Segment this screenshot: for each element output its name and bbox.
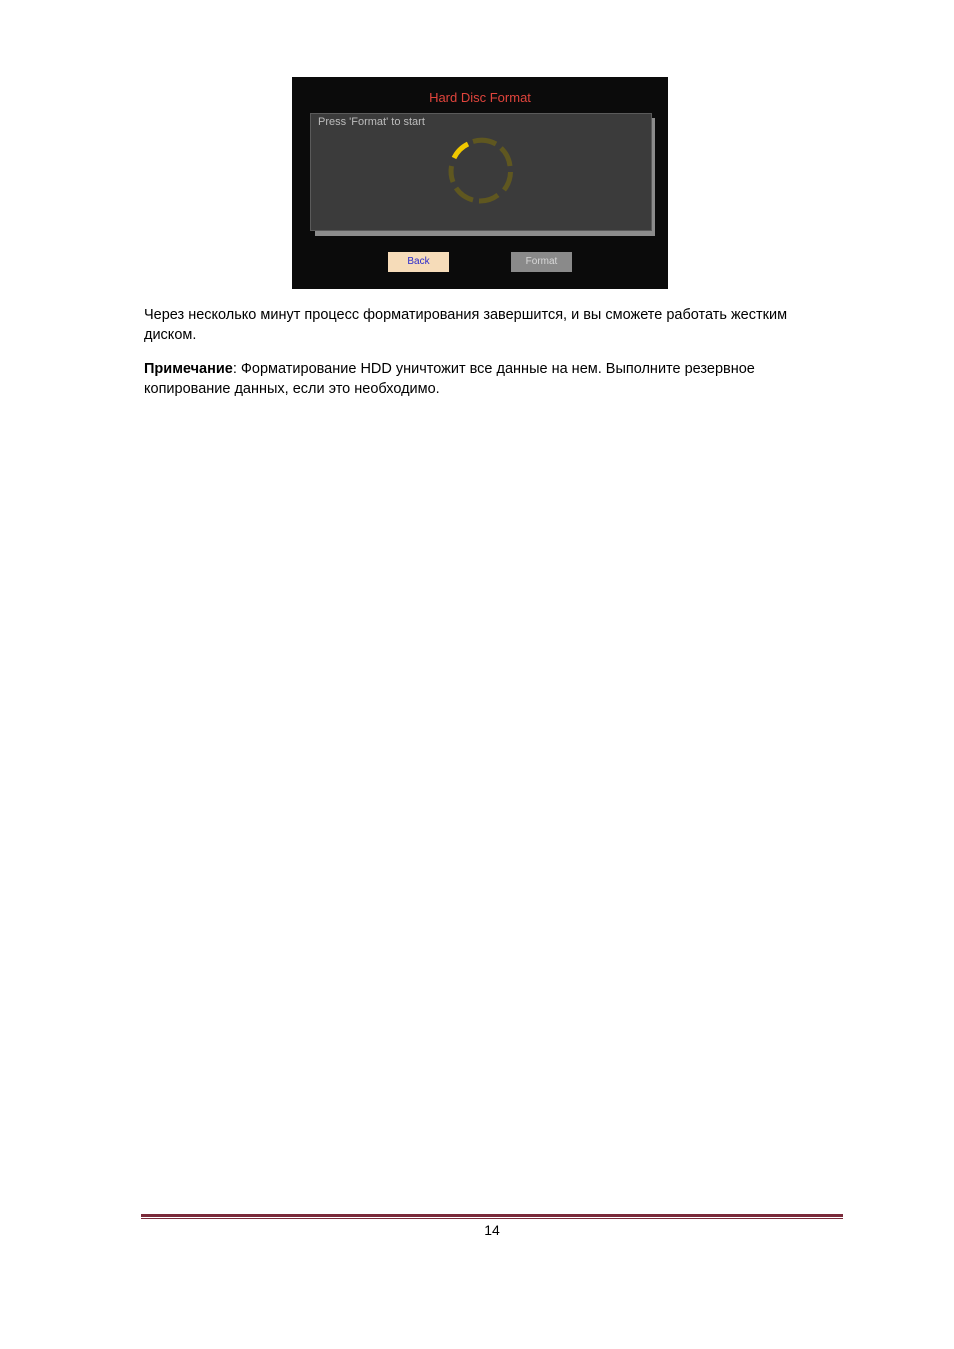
paragraph-note bbox=[144, 360, 824, 399]
spinner-segment bbox=[456, 188, 473, 200]
page-number: 14 bbox=[484, 1222, 500, 1238]
spinner-segment bbox=[479, 195, 498, 201]
format-message: Press 'Format' to start bbox=[318, 116, 425, 128]
note-label: Примечание bbox=[144, 361, 233, 377]
spinner-segment bbox=[504, 172, 511, 190]
spinner-segment bbox=[473, 140, 496, 144]
spinner-segment bbox=[454, 144, 468, 158]
loading-spinner-icon bbox=[446, 136, 516, 206]
footer-rule-thin bbox=[141, 1218, 843, 1219]
spinner-segment bbox=[451, 166, 453, 182]
spinner-segment bbox=[501, 148, 510, 166]
paragraph-format-complete: Через несколько минут процесс форматирования завершится, и вы сможете работать жестким диском. bbox=[144, 307, 788, 343]
format-button[interactable]: Format bbox=[511, 252, 572, 272]
back-button[interactable]: Back bbox=[388, 252, 449, 272]
screen-title: Hard Disc Format bbox=[429, 90, 531, 105]
note-text: : Форматирование HDD уничтожит все данные на нем. Выполните резервное копирование данных, если это необходимо. bbox=[144, 361, 755, 397]
footer-rule bbox=[141, 1214, 843, 1217]
